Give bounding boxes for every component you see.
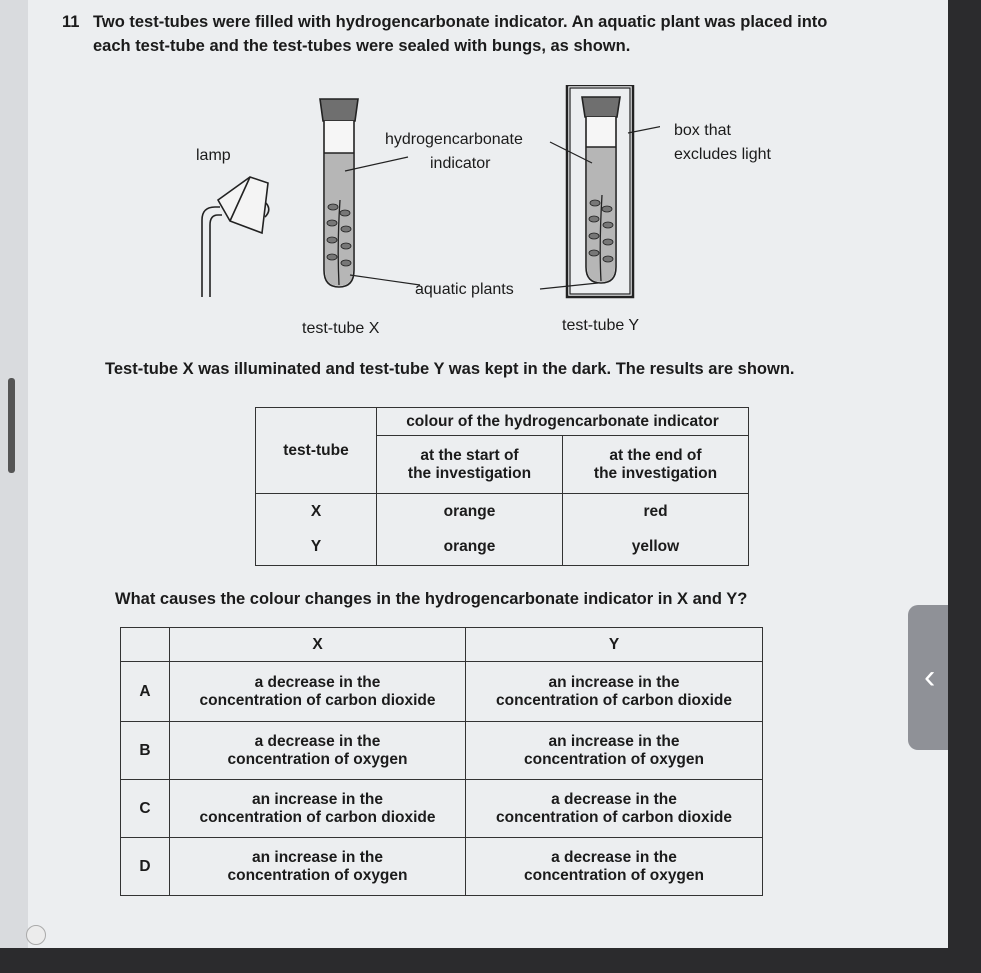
option-x-line1: a decrease in the: [254, 732, 381, 750]
option-x-cell: [170, 838, 466, 896]
results-header-start: [377, 436, 563, 494]
option-y-cell: [466, 780, 763, 838]
screen-right-edge: [948, 0, 981, 973]
indicator-label-line1: hydrogencarbonate: [385, 131, 523, 148]
results-header-end-line2: the investigation: [593, 464, 718, 482]
results-y-end: yellow: [563, 530, 749, 566]
option-x-line1: a decrease in the: [254, 673, 381, 691]
option-y-line2: concentration of oxygen: [524, 750, 704, 768]
lamp-icon: [202, 177, 269, 297]
results-x-end: red: [563, 494, 749, 530]
option-y-line2: concentration of carbon dioxide: [496, 691, 732, 709]
apparatus-drawing: [190, 85, 660, 310]
lamp-label: lamp: [196, 147, 231, 164]
box-label-line1: box that: [674, 122, 731, 139]
option-x-cell: [170, 722, 466, 780]
results-header-start-line2: the investigation: [407, 464, 532, 482]
test-tube-y-drawing: [582, 97, 620, 283]
results-intro: Test-tube X was illuminated and test-tube Y was kept in the dark. The results are shown.: [105, 360, 795, 378]
indicator-label-line2: indicator: [430, 155, 491, 172]
results-header-colour: colour of the hydrogencarbonate indicator: [377, 408, 749, 436]
option-x-line2: concentration of oxygen: [227, 866, 408, 884]
option-y-line1: a decrease in the: [551, 790, 677, 808]
circle-marker: [26, 925, 46, 945]
answer-header-y: Y: [466, 628, 763, 662]
option-x-cell: [170, 662, 466, 722]
screen-bottom-edge: [0, 948, 981, 973]
answer-header-blank: [121, 628, 170, 662]
option-letter: B: [121, 722, 170, 780]
option-x-line2: concentration of carbon dioxide: [199, 691, 436, 709]
option-x-line2: concentration of oxygen: [227, 750, 408, 768]
option-x-line2: concentration of carbon dioxide: [199, 808, 436, 826]
answer-options-table: [120, 627, 763, 896]
option-y-cell: [466, 722, 763, 780]
option-y-line2: concentration of carbon dioxide: [496, 808, 732, 826]
results-tube-x: X: [256, 494, 377, 530]
option-x-line1: an increase in the: [252, 848, 383, 866]
answer-option-a[interactable]: [121, 662, 763, 722]
plants-label: aquatic plants: [415, 281, 514, 298]
results-header-end-line1: at the end of: [609, 446, 702, 464]
option-y-line1: an increase in the: [548, 732, 680, 750]
answer-header-x: X: [170, 628, 466, 662]
test-tube-x-drawing: [320, 99, 358, 287]
margin-bar-mark: [8, 378, 15, 473]
option-letter: A: [121, 662, 170, 722]
option-y-line1: a decrease in the: [551, 848, 677, 866]
results-tube-y: Y: [256, 530, 377, 566]
test-tube-x-label: test-tube X: [302, 320, 380, 337]
option-letter: C: [121, 780, 170, 838]
test-tube-y-label: test-tube Y: [562, 317, 640, 334]
table-row: [256, 494, 749, 530]
answer-option-c[interactable]: [121, 780, 763, 838]
results-table: [255, 407, 749, 566]
option-x-cell: [170, 780, 466, 838]
results-y-start: orange: [377, 530, 563, 566]
left-margin-strip: [0, 0, 28, 948]
option-y-line2: concentration of oxygen: [524, 866, 704, 884]
answer-option-d[interactable]: [121, 838, 763, 896]
option-y-line1: an increase in the: [548, 673, 680, 691]
option-x-line1: an increase in the: [252, 790, 383, 808]
question-intro-line1: Two test-tubes were filled with hydrogencarbonate indicator. An aquatic plant was placed into: [93, 13, 828, 31]
results-header-start-line1: at the start of: [420, 446, 519, 464]
question-intro-line2: each test-tube and the test-tubes were sealed with bungs, as shown.: [93, 37, 631, 55]
results-x-start: orange: [377, 494, 563, 530]
side-panel-tab[interactable]: [908, 605, 948, 750]
results-header-end: [563, 436, 749, 494]
option-letter: D: [121, 838, 170, 896]
results-header-testtube: test-tube: [256, 408, 377, 494]
box-label-line2: excludes light: [674, 146, 771, 163]
question-number: 11: [62, 13, 80, 31]
answer-option-b[interactable]: [121, 722, 763, 780]
option-y-cell: [466, 838, 763, 896]
table-row: [256, 530, 749, 566]
chevron-left-icon: ‹: [924, 658, 936, 696]
question-text: What causes the colour changes in the hydrogencarbonate indicator in X and Y?: [115, 590, 748, 608]
option-y-cell: [466, 662, 763, 722]
